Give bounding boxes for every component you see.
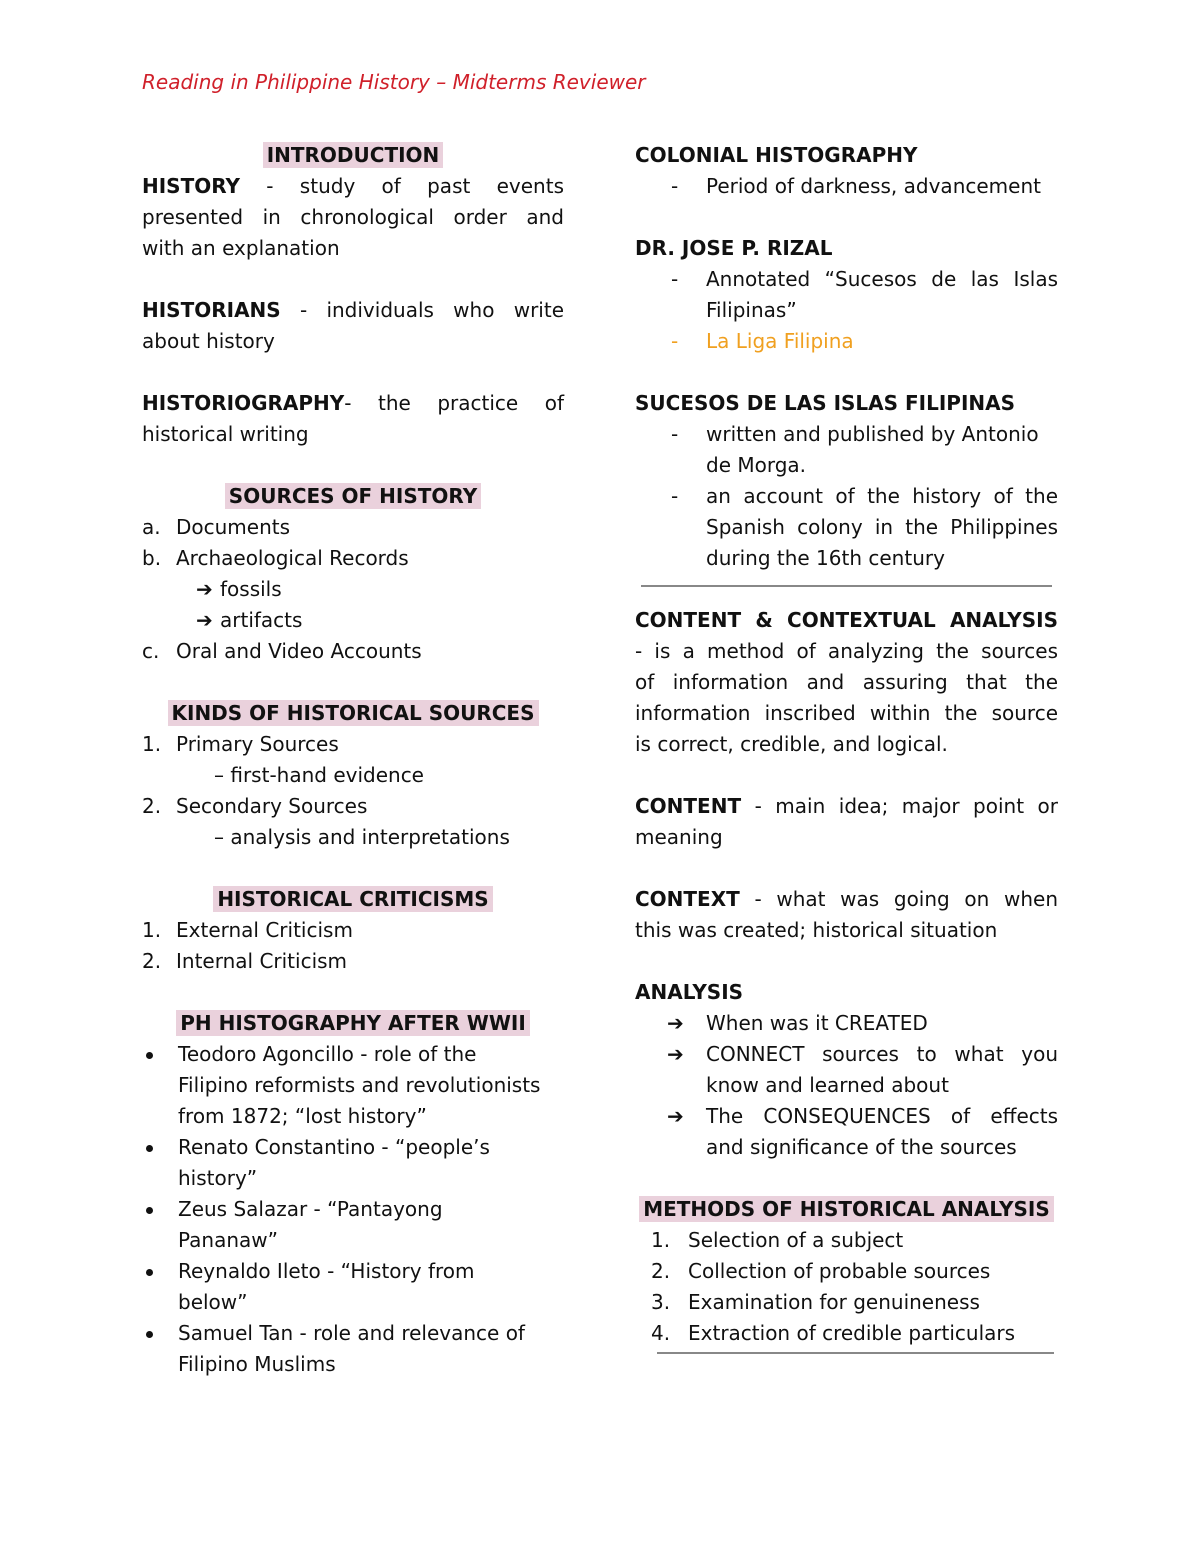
- sources-heading: SOURCES OF HISTORY: [142, 481, 564, 512]
- list-item: - Period of darkness, advancement: [671, 174, 1041, 198]
- list-item: - Annotated “Sucesos de las Islas Filipinas”: [671, 267, 1058, 322]
- right-column: [635, 140, 1058, 1380]
- left-column: [142, 140, 564, 1380]
- content-definition-line: meaning: [635, 825, 723, 849]
- list-item-detail: – analysis and interpretations: [214, 825, 510, 849]
- bullet-icon: [146, 1269, 153, 1276]
- bullet-icon: [146, 1331, 153, 1338]
- list-item: Reynaldo Ileto - “History from below”: [142, 1256, 564, 1318]
- list-item-detail: – first-hand evidence: [214, 763, 424, 787]
- list-item: a. Documents: [142, 515, 291, 539]
- list-item: 1. Selection of a subject: [651, 1228, 904, 1252]
- list-item: 3. Examination for genuineness: [651, 1290, 980, 1314]
- cca-text: information inscribed within the source: [635, 701, 1058, 725]
- list-item: ➔ When was it CREATED: [635, 1008, 1058, 1039]
- historians-definition: HISTORIANS - individuals who write: [142, 298, 564, 322]
- list-item-highlighted: - La Liga Filipina: [671, 329, 854, 353]
- sub-list-item: ➔ fossils: [142, 574, 564, 605]
- content-definition: CONTENT - main idea; major point or: [635, 794, 1058, 818]
- methods-heading: METHODS OF HISTORICAL ANALYSIS: [635, 1194, 1058, 1225]
- bullet-icon: [146, 1145, 153, 1152]
- list-item: c. Oral and Video Accounts: [142, 639, 422, 663]
- ph-histography-heading: PH HISTOGRAPHY AFTER WWII: [142, 1008, 564, 1039]
- list-item: 2. Secondary Sources: [142, 794, 368, 818]
- divider: [657, 1352, 1054, 1354]
- list-item: Zeus Salazar - “Pantayong Pananaw”: [142, 1194, 564, 1256]
- list-item: b. Archaeological Records: [142, 546, 409, 570]
- list-item: Teodoro Agoncillo - role of the Filipino reformists and revolutionists from 1872; “lost history”: [142, 1039, 564, 1132]
- context-definition-line: this was created; historical situation: [635, 918, 998, 942]
- historiography-definition: HISTORIOGRAPHY- the practice of: [142, 391, 564, 415]
- historians-definition-line: about history: [142, 329, 275, 353]
- history-definition-line: presented in chronological order and: [142, 205, 564, 229]
- bullet-icon: [146, 1207, 153, 1214]
- cca-text: - is a method of analyzing the sources: [635, 639, 1058, 663]
- colonial-heading: COLONIAL HISTOGRAPHY: [635, 143, 918, 167]
- arrow-icon: ➔: [667, 1011, 684, 1035]
- list-item: - written and published by Antonio de Morga.: [671, 422, 1039, 477]
- list-item: 4. Extraction of credible particulars: [651, 1321, 1016, 1345]
- list-item: ➔ The CONSEQUENCES of effects and significance of the sources: [635, 1101, 1058, 1163]
- bullet-icon: [146, 1052, 153, 1059]
- page-header: Reading in Philippine History – Midterms Reviewer: [142, 70, 646, 94]
- history-definition: HISTORY - study of past events: [142, 174, 564, 198]
- list-item: 2. Internal Criticism: [142, 949, 348, 973]
- list-item: Samuel Tan - role and relevance of Filipino Muslims: [142, 1318, 564, 1380]
- arrow-icon: ➔: [196, 577, 213, 601]
- sucesos-heading: SUCESOS DE LAS ISLAS FILIPINAS: [635, 391, 1016, 415]
- list-item: 1. Primary Sources: [142, 732, 339, 756]
- list-item: Renato Constantino - “people’s history”: [142, 1132, 564, 1194]
- analysis-heading: ANALYSIS: [635, 980, 744, 1004]
- arrow-icon: ➔: [667, 1042, 684, 1066]
- kinds-heading: KINDS OF HISTORICAL SOURCES: [142, 698, 564, 729]
- sub-list-item: ➔ artifacts: [142, 605, 564, 636]
- list-item: 1. External Criticism: [142, 918, 353, 942]
- cca-text: is correct, credible, and logical.: [635, 732, 948, 756]
- historiography-definition-line: historical writing: [142, 422, 309, 446]
- cca-text: of information and assuring that the: [635, 670, 1058, 694]
- list-item: ➔ CONNECT sources to what you know and learned about: [635, 1039, 1058, 1101]
- cca-heading: CONTENT & CONTEXTUAL ANALYSIS: [635, 608, 1058, 632]
- arrow-icon: ➔: [196, 608, 213, 632]
- list-item: 2. Collection of probable sources: [651, 1259, 991, 1283]
- divider: [641, 585, 1052, 587]
- history-definition-line: with an explanation: [142, 236, 340, 260]
- criticisms-heading: HISTORICAL CRITICISMS: [142, 884, 564, 915]
- rizal-heading: DR. JOSE P. RIZAL: [635, 236, 833, 260]
- context-definition: CONTEXT - what was going on when: [635, 887, 1058, 911]
- list-item: - an account of the history of the Spanish colony in the Philippines during the 16th century: [671, 484, 1058, 570]
- introduction-heading: INTRODUCTION: [142, 140, 564, 171]
- arrow-icon: ➔: [667, 1104, 684, 1128]
